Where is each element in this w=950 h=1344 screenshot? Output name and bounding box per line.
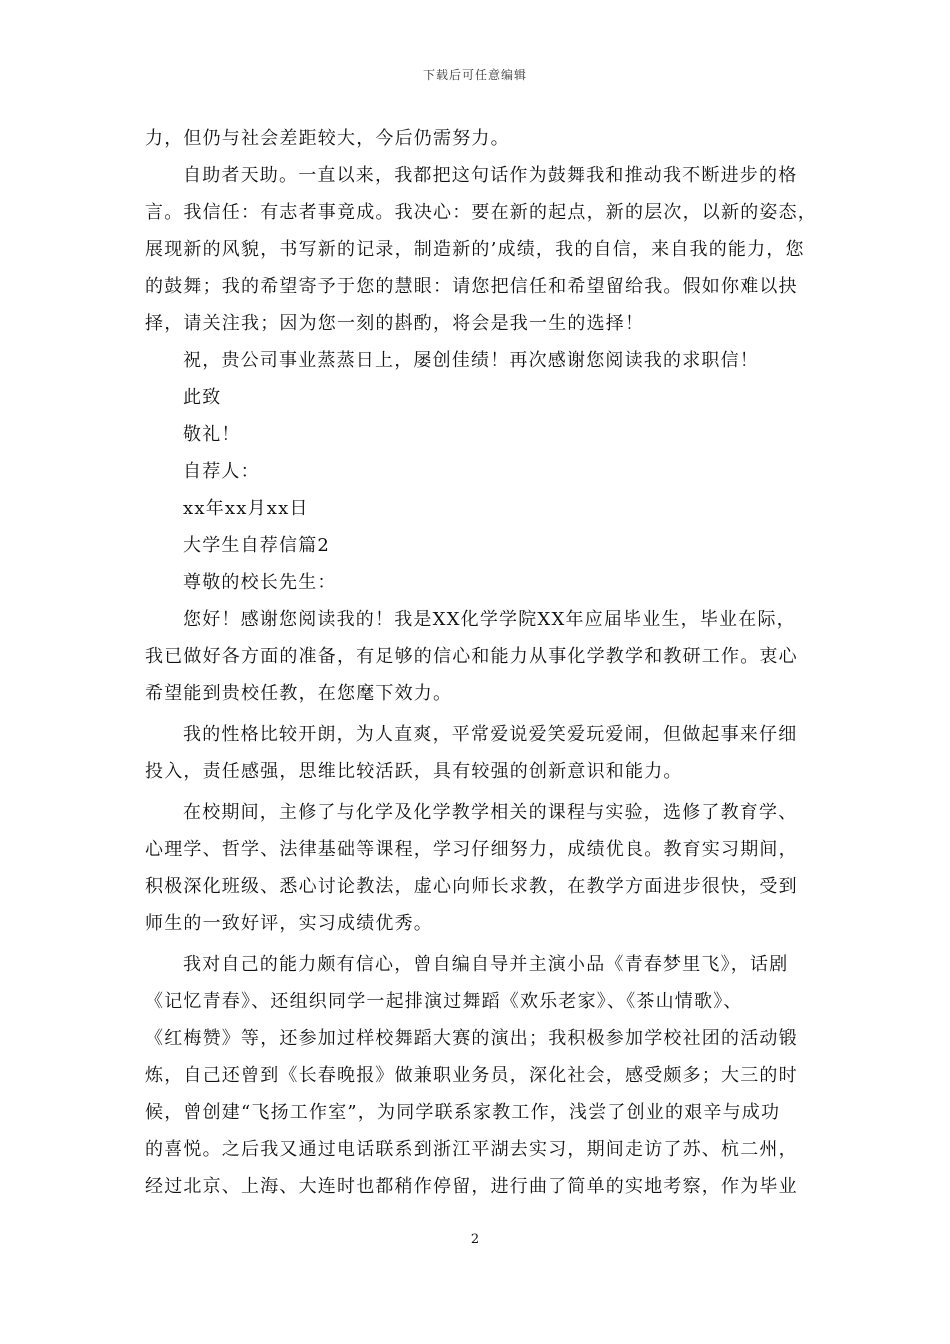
- text-line: 候，曾创建“飞扬工作室”，为同学联系家教工作，浅尝了创业的艰辛与成功: [145, 1102, 781, 1123]
- text-line: 的喜悦。之后我又通过电话联系到浙江平湖去实习，期间走访了苏、杭二州，: [145, 1139, 798, 1160]
- paragraph-start: 在校期间，主修了与化学及化学教学相关的课程与实验，选修了教育学、: [183, 802, 798, 823]
- paragraph-start: 自助者天助。一直以来，我都把这句话作为鼓舞我和推动我不断进步的格: [183, 165, 798, 186]
- text-line: 师生的一致好评，实习成绩优秀。: [145, 913, 433, 934]
- text-line: 言。我信任：有志者事竟成。我决心：要在新的起点，新的层次，以新的姿态，: [145, 202, 817, 223]
- text-line: 希望能到贵校任教，在您麾下效力。: [145, 683, 453, 704]
- text-line: 炼，自己还曾到《长春晚报》做兼职业务员，深化社会，感受颇多；大三的时: [145, 1065, 798, 1086]
- paragraph-start: 我的性格比较开朗，为人直爽，平常爱说爱笑爱玩爱闹，但做起事来仔细: [183, 724, 798, 745]
- text-line: 的鼓舞；我的希望寄予于您的慧眼：请您把信任和希望留给我。假如你难以抉: [145, 276, 798, 297]
- text-line: 积极深化班级、悉心讨论教法，虚心向师长求教，在教学方面进步很快，受到: [145, 876, 798, 897]
- section-title: 大学生自荐信篇2: [183, 535, 331, 556]
- signature-label: 自荐人：: [183, 461, 260, 482]
- text-line: 《记忆青春》、还组织同学一起排演过舞蹈《欢乐老家》、《茶山情歌》、: [145, 991, 743, 1012]
- date-line: xx年xx月xx日: [183, 498, 309, 519]
- text-line: 展现新的风貌，书写新的记录，制造新的’成绩，我的自信，来自我的能力，您: [145, 239, 805, 260]
- text-line: 力，但仍与社会差距较大，今后仍需努力。: [145, 128, 510, 149]
- text-line: 投入，责任感强，思维比较活跃，具有较强的创新意识和能力。: [145, 761, 683, 782]
- page-number: 2: [470, 1232, 480, 1247]
- closing-salutation: 此致: [183, 387, 222, 408]
- greeting-line: 尊敬的校长先生：: [183, 572, 337, 593]
- text-line: 《红梅赞》等，还参加过样校舞蹈大赛的演出；我积极参加学校社团的活动锻: [145, 1028, 798, 1049]
- paragraph-start: 我对自己的能力颇有信心，曾自编自导并主演小品《青春梦里飞》，话剧: [183, 954, 789, 975]
- paragraph-start: 您好！感谢您阅读我的！我是XX化学学院XX年应届毕业生，毕业在际，: [183, 609, 796, 630]
- closing-regards: 敬礼！: [183, 424, 241, 445]
- text-line: 心理学、哲学、法律基础等课程，学习仔细努力，成绩优良。教育实习期间，: [145, 839, 798, 860]
- text-line: 经过北京、上海、大连时也都稍作停留，进行曲了简单的实地考察，作为毕业: [145, 1176, 798, 1197]
- text-line: 我已做好各方面的准备，有足够的信心和能力从事化学教学和教研工作。衷心: [145, 646, 798, 667]
- page-header: 下载后可任意编辑: [422, 68, 527, 82]
- paragraph-start: 祝，贵公司事业蒸蒸日上，屡创佳绩！再次感谢您阅读我的求职信！: [183, 350, 759, 371]
- text-line: 择，请关注我；因为您一刻的斟酌，将会是我一生的选择！: [145, 313, 645, 334]
